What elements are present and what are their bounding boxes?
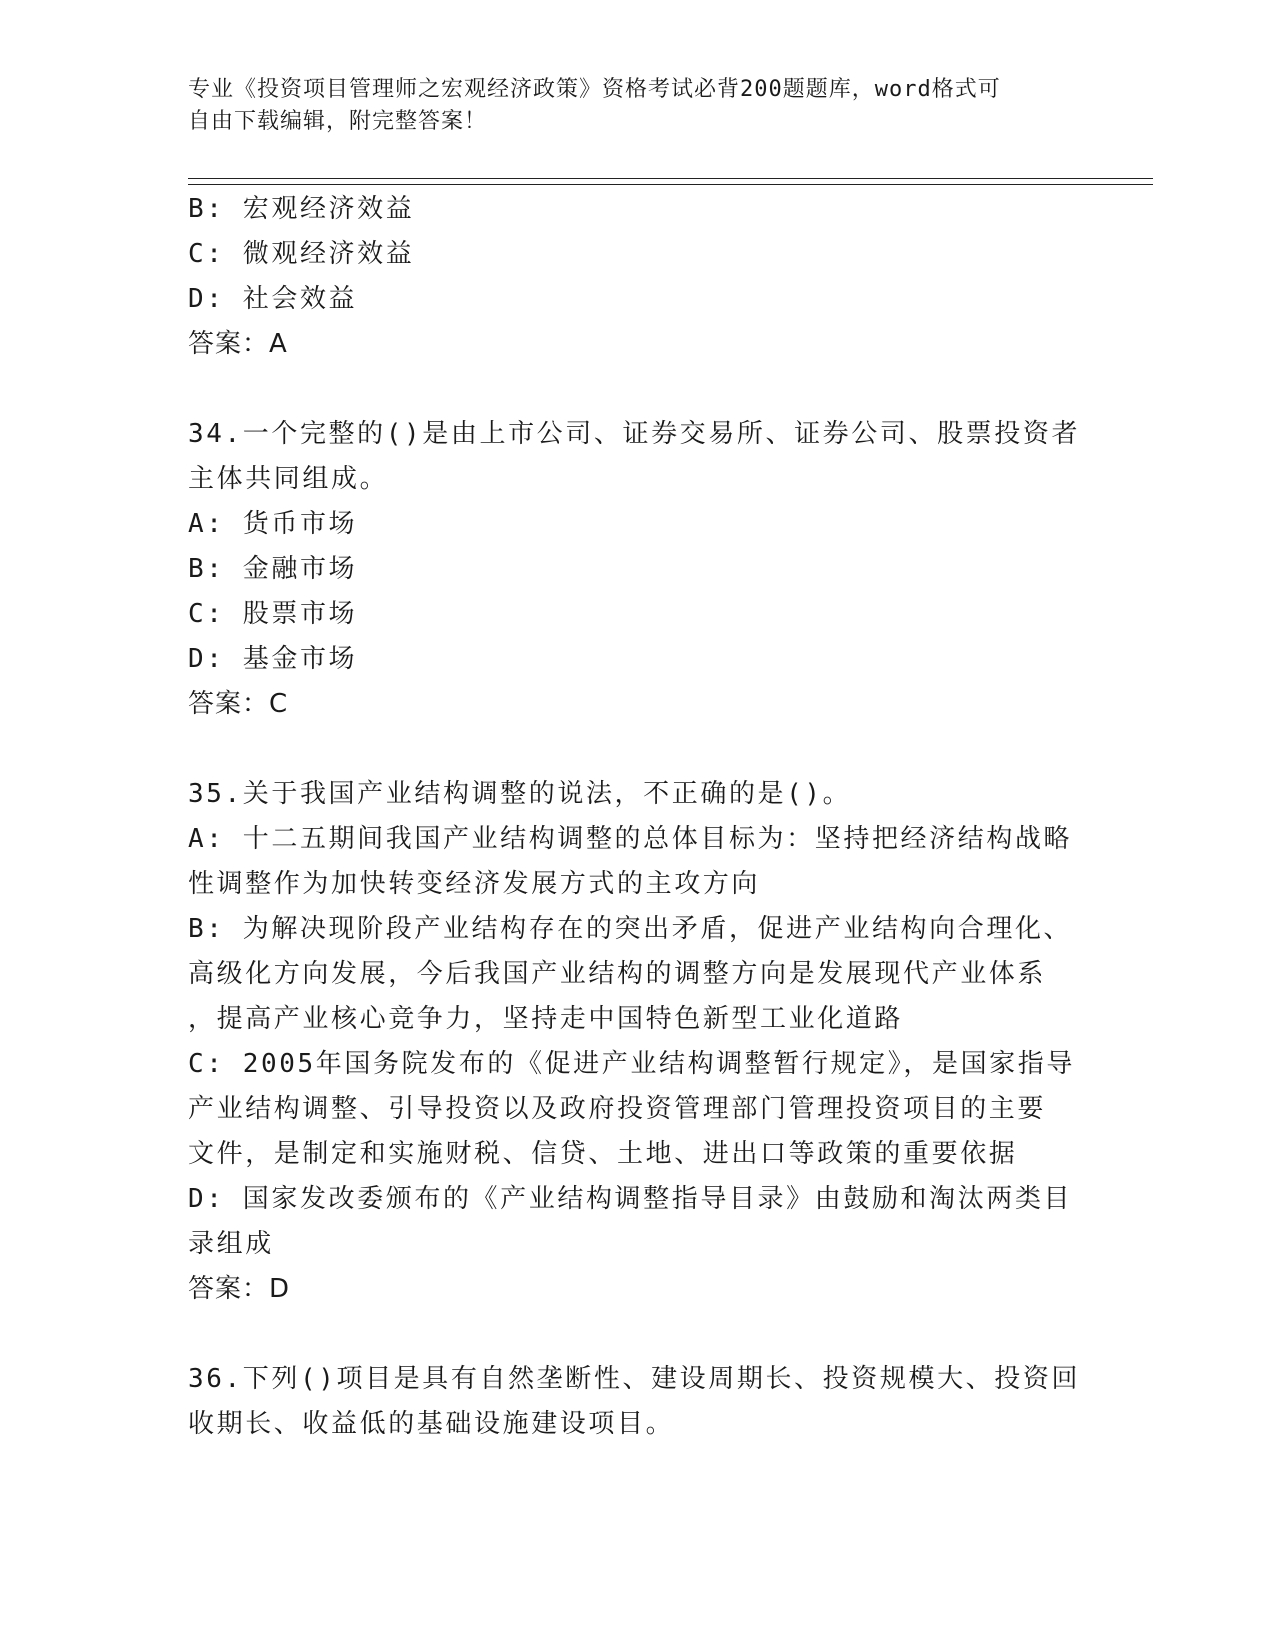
q35-option-d-line-2: 录组成: [188, 1229, 274, 1259]
q35-option-d-line-1: D: 国家发改委颁布的《产业结构调整指导目录》由鼓励和淘汰两类目: [188, 1184, 1073, 1214]
q34-answer: 答案：C: [188, 689, 289, 719]
document-header: [188, 74, 1068, 138]
q35-option-b-line-3: ，提高产业核心竞争力，坚持走中国特色新型工业化道路: [188, 1004, 904, 1034]
q34-option-b: B: 金融市场: [188, 554, 358, 584]
q35-option-c-line-1: C: 2005年国务院发布的《促进产业结构调整暂行规定》，是国家指导: [188, 1049, 1075, 1079]
header-title-line-1: 专业《投资项目管理师之宏观经济政策》资格考试必背200题题库，word格式可: [188, 77, 1001, 102]
q34-option-c: C: 股票市场: [188, 599, 358, 629]
q33-option-b: B: 宏观经济效益: [188, 194, 415, 224]
q34-stem-line-2: 主体共同组成。: [188, 464, 389, 494]
header-title-line-2: 自由下载编辑，附完整答案！: [188, 109, 488, 134]
q35-option-a-line-2: 性调整作为加快转变经济发展方式的主攻方向: [188, 869, 761, 899]
q34-option-d: D: 基金市场: [188, 644, 358, 674]
q33-answer: 答案：A: [188, 329, 288, 359]
q35-option-b-line-1: B: 为解决现阶段产业结构存在的突出矛盾，促进产业结构向合理化、: [188, 914, 1073, 944]
q33-option-c: C: 微观经济效益: [188, 239, 415, 269]
q35-stem: 35.关于我国产业结构调整的说法，不正确的是()。: [188, 779, 852, 809]
q35-option-a-line-1: A: 十二五期间我国产业结构调整的总体目标为：坚持把经济结构战略: [188, 824, 1073, 854]
header-divider: [188, 178, 1153, 185]
q36-stem-line-2: 收期长、收益低的基础设施建设项目。: [188, 1409, 675, 1439]
q35-option-b-line-2: 高级化方向发展，今后我国产业结构的调整方向是发展现代产业体系: [188, 959, 1047, 989]
q33-option-d: D: 社会效益: [188, 284, 358, 314]
q35-option-c-line-3: 文件，是制定和实施财税、信贷、土地、进出口等政策的重要依据: [188, 1139, 1018, 1169]
q35-answer: 答案：D: [188, 1274, 291, 1304]
q35-option-c-line-2: 产业结构调整、引导投资以及政府投资管理部门管理投资项目的主要: [188, 1094, 1047, 1124]
q36-stem-line-1: 36.下列()项目是具有自然垄断性、建设周期长、投资规模大、投资回: [188, 1364, 1081, 1394]
q34-option-a: A: 货币市场: [188, 509, 358, 539]
q34-stem-line-1: 34.一个完整的()是由上市公司、证券交易所、证券公司、股票投资者: [188, 419, 1081, 449]
